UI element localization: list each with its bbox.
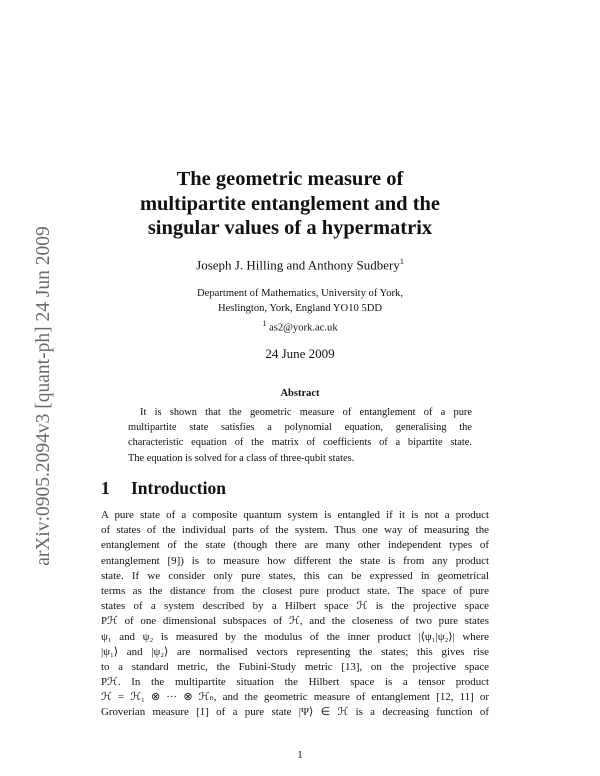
title-line: multipartite entanglement and the <box>139 192 441 215</box>
section-heading <box>101 478 226 499</box>
abstract-line: characteristic equation of the matrix of coefficients of a bipartite state. <box>128 437 472 449</box>
page-number: 1 <box>297 749 303 761</box>
title-line: singular values of a hypermatrix <box>147 217 433 239</box>
paper-date: 24 June 2009 <box>265 346 335 361</box>
section-title: Introduction <box>131 478 226 498</box>
introduction-body <box>101 508 489 721</box>
body-line: Groverian measure [1] of a pure state |Ψ⟩ ∈ ℋ is a decreasing function of <box>101 706 489 719</box>
affiliation <box>90 286 510 336</box>
abstract-line: It is shown that the geometric measure of entanglement of a pure <box>140 407 472 418</box>
body-line: A pure state of a composite quantum system is entangled if it is not a product <box>101 509 489 521</box>
arxiv-identifier: arXiv:0905.2094v3 [quant-ph] 24 Jun 2009 <box>33 226 54 566</box>
email-footnote-mark: 1 <box>262 319 267 328</box>
body-line: |ψ₁⟩ and |ψ₂⟩ are normalised vectors representing the states; this gives rise <box>101 645 489 658</box>
body-line: Pℋ. In the multipartite situation the Hilbert space is a tensor product <box>101 676 489 689</box>
title-line: The geometric measure of <box>176 168 404 190</box>
section-number: 1 <box>101 478 110 498</box>
author-footnote-mark: 1 <box>399 257 404 266</box>
abstract-line: The equation is solved for a class of three-qubit states. <box>128 452 355 464</box>
author-names: Joseph J. Hilling and Anthony Sudbery <box>196 257 400 273</box>
affiliation-line: Heslington, York, England YO10 5DD <box>217 303 383 314</box>
abstract-text <box>128 406 472 467</box>
abstract-heading: Abstract <box>280 388 320 399</box>
abstract-line: multipartite state satisfies a polynomial equation, generalising the <box>128 422 472 434</box>
author-email[interactable] <box>90 316 510 336</box>
body-line: Pℋ of one dimensional subspaces of ℋ, and the closeness of two pure states <box>101 615 489 628</box>
paper-title <box>90 167 490 241</box>
body-line: state. If we consider only pure states, this can be expressed in geometrical <box>101 569 489 582</box>
body-line: states of a system described by a Hilbert space ℋ is the projective space <box>101 600 489 613</box>
body-line: terms as the distance from the closest pure product state. The space of pure <box>101 584 489 597</box>
email-address[interactable]: as2@york.ac.uk <box>269 322 338 334</box>
body-line: to a standard metric, the Fubini-Study metric [13], on the projective space <box>101 660 489 673</box>
body-line: ℋ = ℋ₁ ⊗ ··· ⊗ ℋₙ, and the geometric measure of entanglement [12, 11] or <box>101 691 489 704</box>
body-line: entanglement of the state (though there are many other independent types of <box>101 539 489 552</box>
author-list <box>90 257 510 273</box>
body-line: entanglement [9]) is to measure how different the state is from any product <box>101 554 489 567</box>
body-line: ψ₁ and ψ₂ is measured by the modulus of the inner product |⟨ψ₁|ψ₂⟩| where <box>101 630 489 643</box>
body-line: of states of the individual parts of the system. Thus one way of measuring the <box>101 524 489 537</box>
affiliation-line: Department of Mathematics, University of York, <box>197 288 403 299</box>
